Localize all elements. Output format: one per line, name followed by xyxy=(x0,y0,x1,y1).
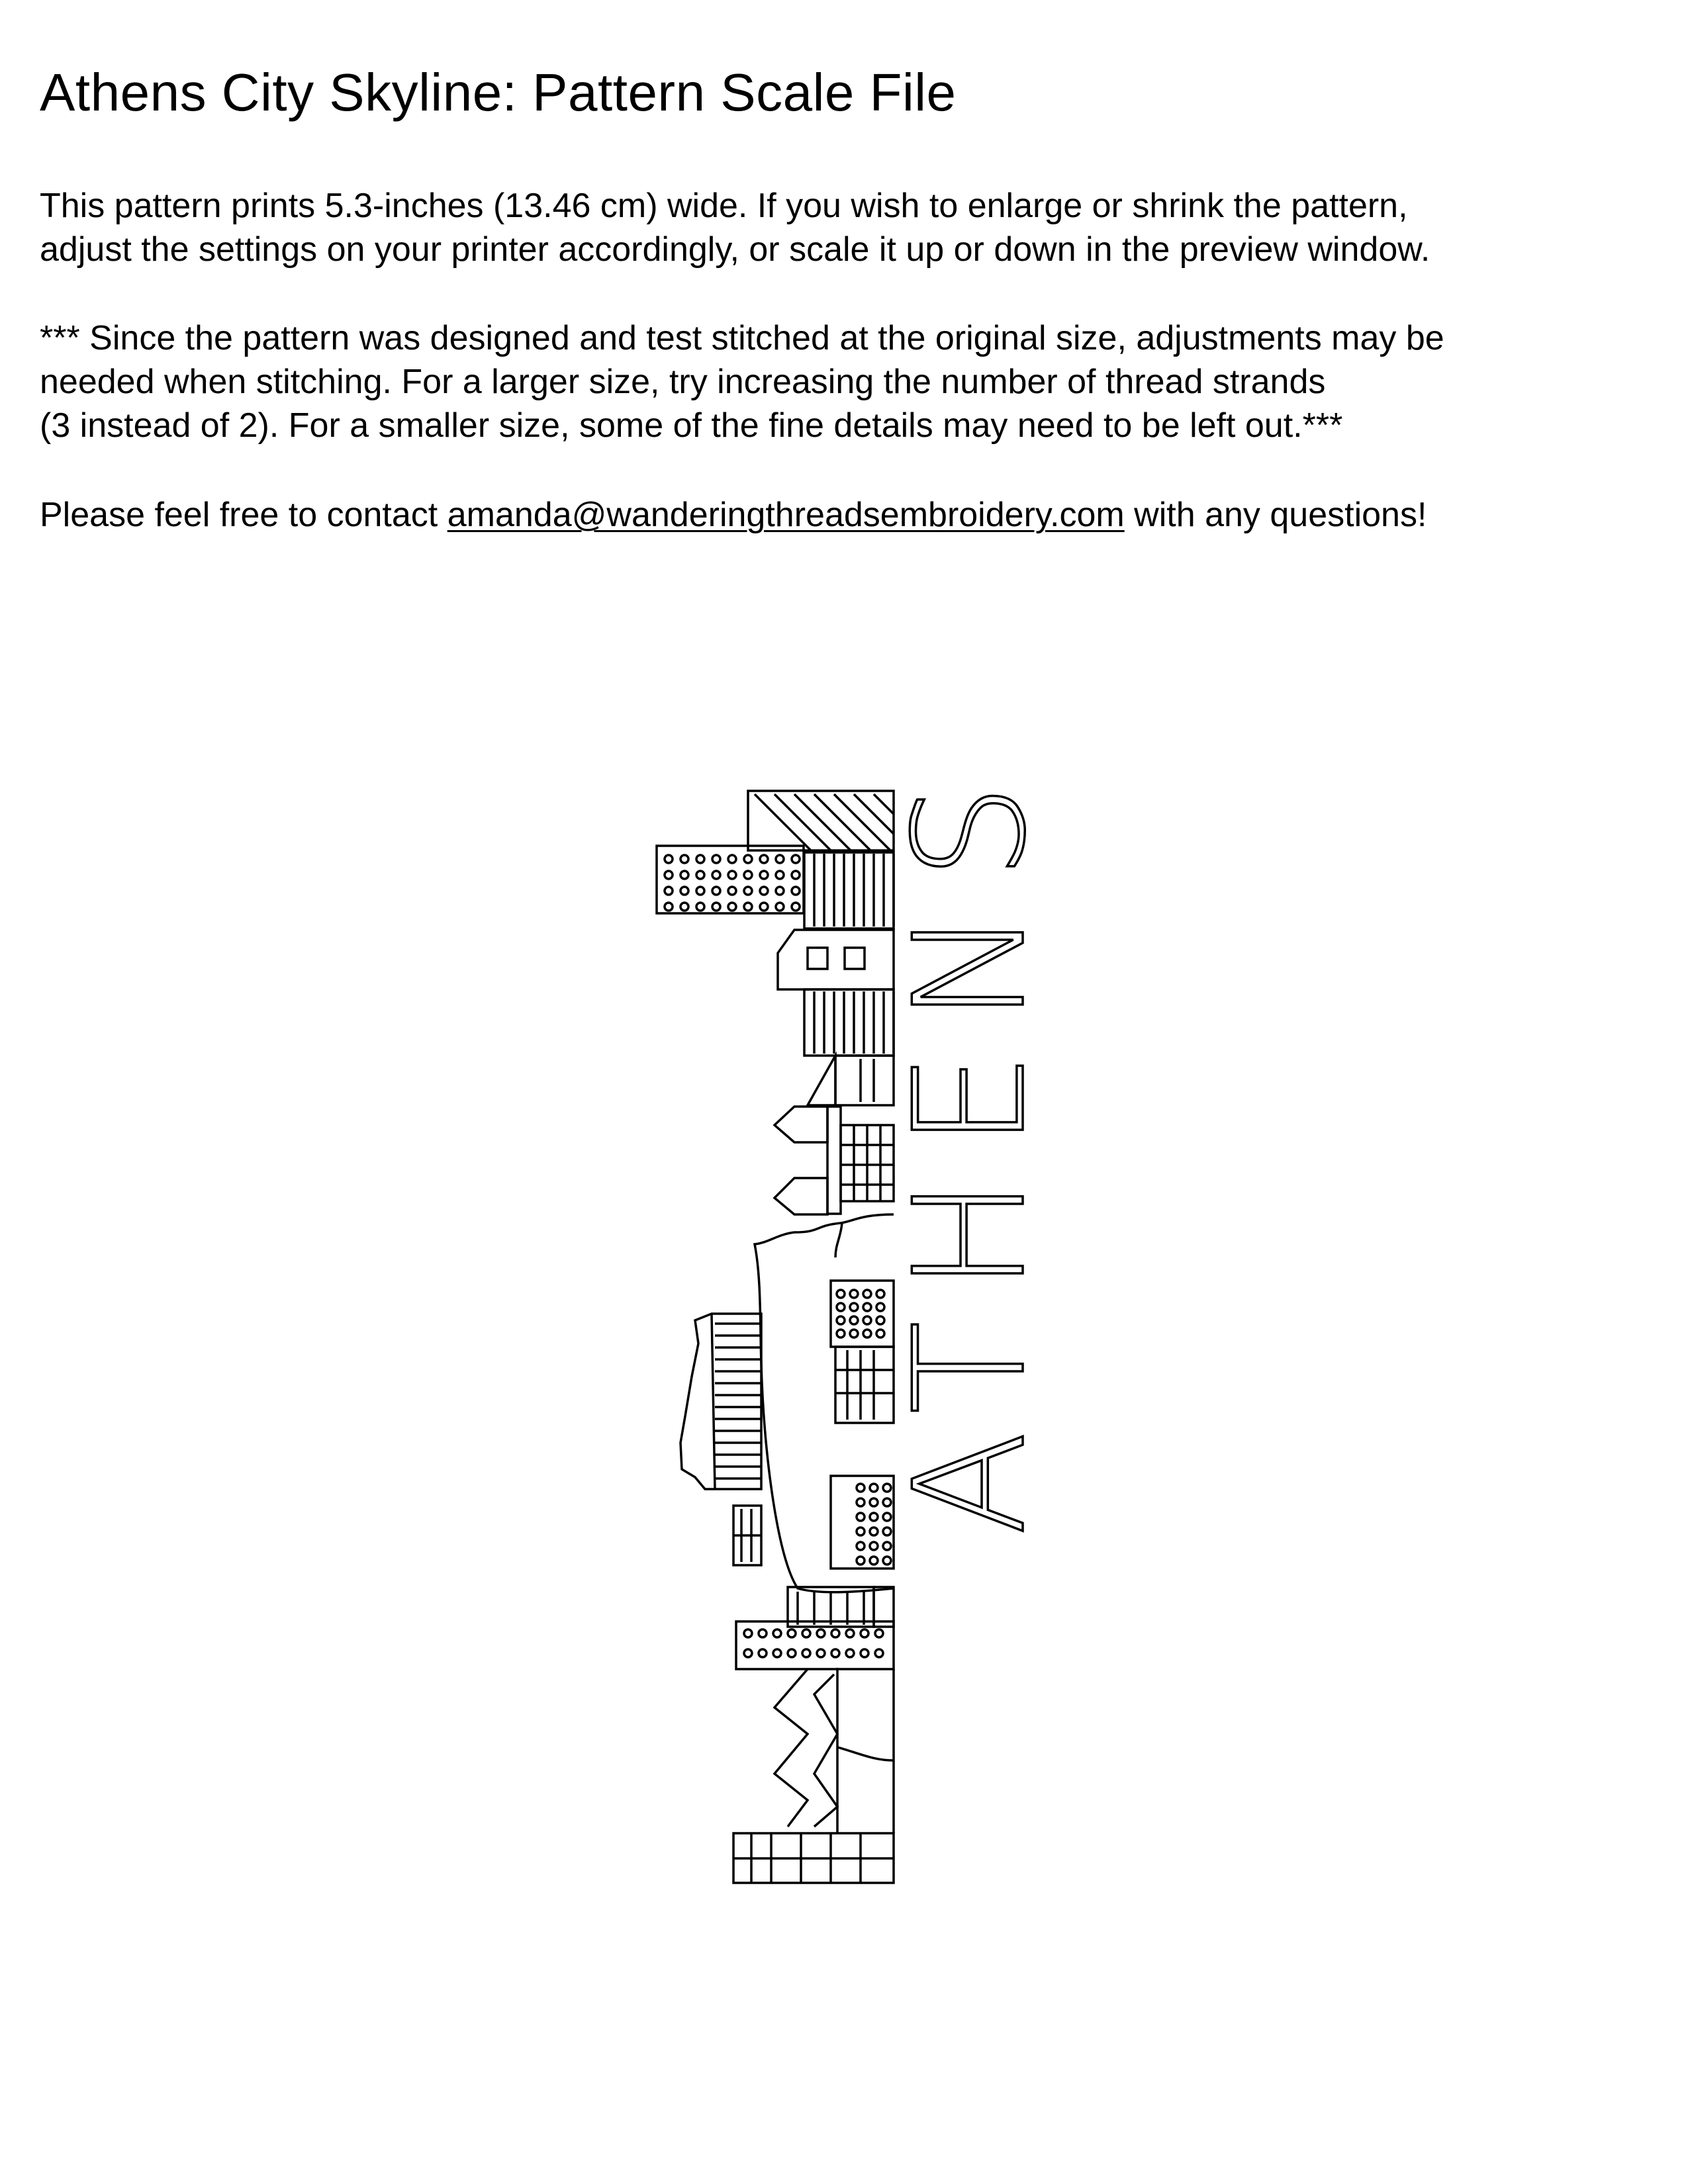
window-dot xyxy=(831,1649,839,1657)
window-dot xyxy=(792,855,800,863)
window-dot xyxy=(744,1629,752,1637)
window-dot xyxy=(861,1649,868,1657)
pointed-tower xyxy=(774,1107,827,1142)
window-dot xyxy=(857,1484,865,1492)
skyline-artwork xyxy=(657,791,894,1883)
window-dot xyxy=(870,1513,878,1521)
window-dot xyxy=(759,1629,767,1637)
window-dot xyxy=(792,871,800,879)
window-dot xyxy=(665,903,673,911)
window-dot xyxy=(680,887,688,895)
window-dot xyxy=(744,855,752,863)
window-dot xyxy=(696,887,704,895)
dotted-building-wide xyxy=(736,1621,894,1669)
page-title: Athens City Skyline: Pattern Scale File xyxy=(40,63,957,122)
contact-suffix: with any questions! xyxy=(1124,496,1427,534)
window-dot xyxy=(776,887,784,895)
window-dot xyxy=(857,1542,865,1550)
window-dot xyxy=(870,1484,878,1492)
window-dot xyxy=(680,903,688,911)
window-dot xyxy=(712,855,720,863)
window-dot xyxy=(728,855,736,863)
window-dot xyxy=(759,1649,767,1657)
triangle-roof xyxy=(808,1056,835,1105)
window-dot xyxy=(665,887,673,895)
window-dot xyxy=(863,1290,871,1298)
athens-word: ATHENS xyxy=(882,754,1059,1535)
window-dot xyxy=(837,1330,845,1338)
window-dot xyxy=(728,903,736,911)
window-dot xyxy=(802,1629,810,1637)
zigzag-sails xyxy=(774,1669,808,1827)
window-dot xyxy=(744,903,752,911)
paragraph-line: *** Since the pattern was designed and test stitched at the original size, adjustments may be xyxy=(40,319,1444,357)
window-dot xyxy=(773,1649,781,1657)
window-dot xyxy=(792,887,800,895)
window-dot xyxy=(788,1629,796,1637)
window-dot xyxy=(712,887,720,895)
window-dot xyxy=(883,1542,891,1550)
window-dot xyxy=(696,871,704,879)
window-dot xyxy=(831,1629,839,1637)
window-dot xyxy=(850,1303,858,1311)
window-dot xyxy=(728,887,736,895)
window-dot xyxy=(863,1303,871,1311)
window-dot xyxy=(696,903,704,911)
window-dot xyxy=(817,1649,825,1657)
striped-block xyxy=(804,989,894,1056)
window-dot xyxy=(850,1316,858,1324)
window xyxy=(845,948,865,969)
window-dot xyxy=(850,1290,858,1298)
window-dots xyxy=(665,855,800,911)
window-dot xyxy=(857,1527,865,1535)
window-dot xyxy=(846,1629,854,1637)
window-dot xyxy=(776,855,784,863)
window-dot xyxy=(870,1542,878,1550)
hatch-lines xyxy=(755,794,894,850)
window-dot xyxy=(773,1629,781,1637)
window-dot xyxy=(870,1498,878,1506)
window-dot xyxy=(875,1629,883,1637)
window-dot xyxy=(857,1557,865,1565)
paragraph-line: adjust the settings on your printer accordingly, or scale it up or down in the preview window. xyxy=(40,230,1430,269)
window-dot xyxy=(837,1290,845,1298)
window-dot xyxy=(680,871,688,879)
window-dot xyxy=(696,855,704,863)
paragraph-line: needed when stitching. For a larger size, try increasing the number of thread strands xyxy=(40,363,1326,401)
window-dot xyxy=(744,871,752,879)
window-dot xyxy=(760,855,768,863)
window-dot xyxy=(870,1557,878,1565)
window-dot xyxy=(680,855,688,863)
window-dot xyxy=(875,1649,883,1657)
window-dot xyxy=(792,903,800,911)
window-dot xyxy=(863,1330,871,1338)
window-dot xyxy=(728,871,736,879)
window-dot xyxy=(802,1649,810,1657)
window-dot xyxy=(744,887,752,895)
striped-tower xyxy=(804,852,894,929)
paragraph-line: (3 instead of 2). For a smaller size, some of the fine details may need to be left out.*** xyxy=(40,406,1343,445)
window-dot xyxy=(744,1649,752,1657)
window-dot xyxy=(883,1557,891,1565)
window-dot xyxy=(760,903,768,911)
gabled-building xyxy=(778,930,894,989)
window-dot xyxy=(712,903,720,911)
window-dot xyxy=(712,871,720,879)
window-dot xyxy=(760,887,768,895)
window-dot xyxy=(857,1513,865,1521)
window-dot xyxy=(788,1649,796,1657)
window-dot xyxy=(776,903,784,911)
window-dot xyxy=(846,1649,854,1657)
contact-email-link[interactable]: amanda@wanderingthreadsembroidery.com xyxy=(447,496,1125,534)
window-dot xyxy=(665,871,673,879)
window-dot xyxy=(776,871,784,879)
paragraph-line: This pattern prints 5.3-inches (13.46 cm) wide. If you wish to enlarge or shrink the pattern, xyxy=(40,187,1408,225)
window-dot xyxy=(863,1316,871,1324)
window-dot xyxy=(817,1629,825,1637)
contact-prefix: Please feel free to contact xyxy=(40,496,447,534)
window-dot xyxy=(850,1330,858,1338)
window-dot xyxy=(857,1498,865,1506)
window-dot xyxy=(760,871,768,879)
pointed-tower xyxy=(774,1178,827,1214)
parthenon-building xyxy=(680,1314,761,1489)
window-dot xyxy=(870,1527,878,1535)
window-dot xyxy=(837,1303,845,1311)
window-dot xyxy=(837,1316,845,1324)
window-dot xyxy=(861,1629,868,1637)
window xyxy=(808,948,827,969)
window-dot xyxy=(665,855,673,863)
